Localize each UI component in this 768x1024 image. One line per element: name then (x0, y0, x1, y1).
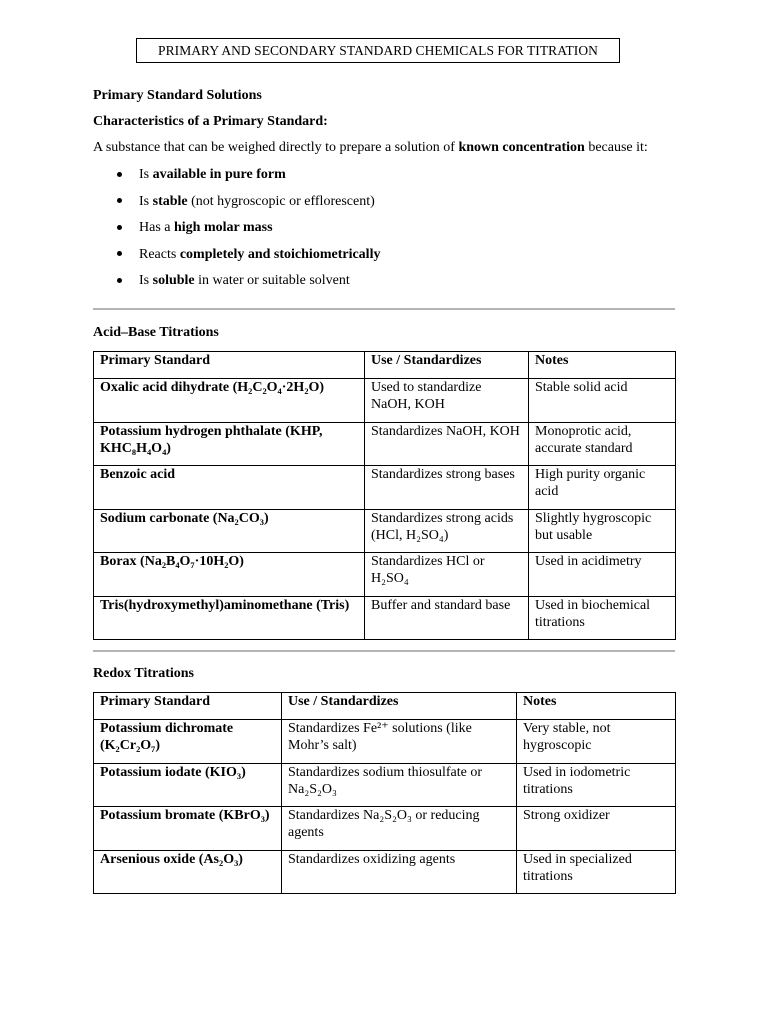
table-cell-use: Standardizes HCl or H₂SO₄ (365, 553, 529, 597)
column-header-use: Use / Standardizes (282, 693, 517, 720)
table-cell-use: Standardizes oxidizing agents (282, 850, 517, 894)
table-cell-notes: Used in acidimetry (529, 553, 676, 597)
table-cell-use: Standardizes strong acids (HCl, H₂SO₄) (365, 509, 529, 553)
table-row (94, 422, 676, 466)
list-item (93, 272, 380, 299)
table-header-row (94, 352, 676, 379)
acid-base-table (93, 351, 676, 640)
document-title: PRIMARY AND SECONDARY STANDARD CHEMICALS FOR TITRATION (136, 38, 620, 63)
bullet-text: (not hygroscopic or efflorescent) (187, 193, 375, 209)
table-cell-notes: Strong oxidizer (517, 807, 676, 851)
table-cell-notes: Monoprotic acid, accurate standard (529, 422, 676, 466)
table-cell-standard: Potassium dichromate (K₂Cr₂O₇) (94, 720, 282, 764)
column-header-primary-standard: Primary Standard (94, 352, 365, 379)
characteristics-list (93, 166, 380, 299)
table-row (94, 509, 676, 553)
bullet-bold-text: available in pure form (152, 167, 286, 182)
table-cell-notes: Used in specialized titrations (517, 850, 676, 894)
bullet-icon (117, 198, 122, 203)
bullet-bold-text: stable (152, 193, 188, 209)
table-cell-standard: Benzoic acid (94, 466, 365, 510)
list-item (93, 219, 380, 246)
table-row (94, 807, 676, 851)
column-header-primary-standard: Primary Standard (94, 693, 282, 720)
table-cell-standard: Oxalic acid dihydrate (H₂C₂O₄·2H₂O) (94, 379, 365, 423)
table-row (94, 553, 676, 597)
bullet-text: Has a (139, 220, 174, 235)
column-header-use: Use / Standardizes (365, 352, 529, 379)
table-cell-use: Standardizes sodium thiosulfate or Na₂S₂O₃ (282, 763, 517, 807)
table-row (94, 850, 676, 894)
intro-text-bold: known concentration (458, 140, 585, 155)
bullet-text: Is (139, 273, 153, 288)
section-heading-primary: Primary Standard Solutions (93, 88, 262, 103)
table-cell-standard: Tris(hydroxymethyl)aminomethane (Tris) (94, 596, 365, 640)
table-cell-standard: Arsenious oxide (As₂O₃) (94, 850, 282, 894)
intro-paragraph (93, 139, 648, 156)
bullet-text: Is (139, 167, 153, 182)
bullet-bold-text: completely and stoichiometrically (179, 246, 381, 262)
table-cell-notes: Used in biochemical titrations (529, 596, 676, 640)
column-header-notes: Notes (517, 693, 676, 720)
intro-text-after: because it: (584, 140, 648, 155)
table-cell-notes: Stable solid acid (529, 379, 676, 423)
list-item (93, 193, 380, 220)
redox-table (93, 692, 676, 894)
table-cell-notes: Very stable, not hygroscopic (517, 720, 676, 764)
bullet-bold-text: soluble (152, 273, 195, 288)
bullet-text: Reacts (139, 246, 180, 262)
table-header-row (94, 693, 676, 720)
table-cell-use: Used to standardize NaOH, KOH (365, 379, 529, 423)
bullet-icon (117, 225, 122, 230)
bullet-icon (117, 172, 122, 177)
table-cell-use: Standardizes NaOH, KOH (365, 422, 529, 466)
acid-base-heading: Acid–Base Titrations (93, 325, 219, 340)
table-row (94, 763, 676, 807)
table-cell-standard: Potassium hydrogen phthalate (KHP, KHC₈H₄O₄) (94, 422, 365, 466)
table-row (94, 466, 676, 510)
table-cell-notes: High purity organic acid (529, 466, 676, 510)
table-cell-notes: Used in iodometric titrations (517, 763, 676, 807)
bullet-icon (117, 278, 122, 283)
table-cell-use: Standardizes Fe²⁺ solutions (like Mohr’s salt) (282, 720, 517, 764)
list-item (93, 166, 380, 193)
table-cell-standard: Sodium carbonate (Na₂CO₃) (94, 509, 365, 553)
table-row (94, 720, 676, 764)
bullet-text: in water or suitable solvent (194, 273, 350, 288)
table-cell-use: Standardizes strong bases (365, 466, 529, 510)
table-cell-standard: Potassium bromate (KBrO₃) (94, 807, 282, 851)
table-cell-standard: Borax (Na₂B₄O₇·10H₂O) (94, 553, 365, 597)
bullet-text: Is (139, 193, 153, 209)
bullet-bold-text: high molar mass (174, 220, 273, 235)
table-row (94, 379, 676, 423)
table-cell-use: Standardizes Na₂S₂O₃ or reducing agents (282, 807, 517, 851)
section-divider (93, 650, 675, 652)
table-cell-notes: Slightly hygroscopic but usable (529, 509, 676, 553)
list-item (93, 246, 380, 273)
section-divider (93, 308, 675, 310)
intro-text-before: A substance that can be weighed directly to prepare a solution of (93, 140, 459, 155)
column-header-notes: Notes (529, 352, 676, 379)
bullet-icon (117, 251, 122, 256)
characteristics-heading: Characteristics of a Primary Standard: (93, 114, 328, 129)
table-cell-use: Buffer and standard base (365, 596, 529, 640)
table-cell-standard: Potassium iodate (KIO₃) (94, 763, 282, 807)
redox-heading: Redox Titrations (93, 666, 194, 681)
table-row (94, 596, 676, 640)
